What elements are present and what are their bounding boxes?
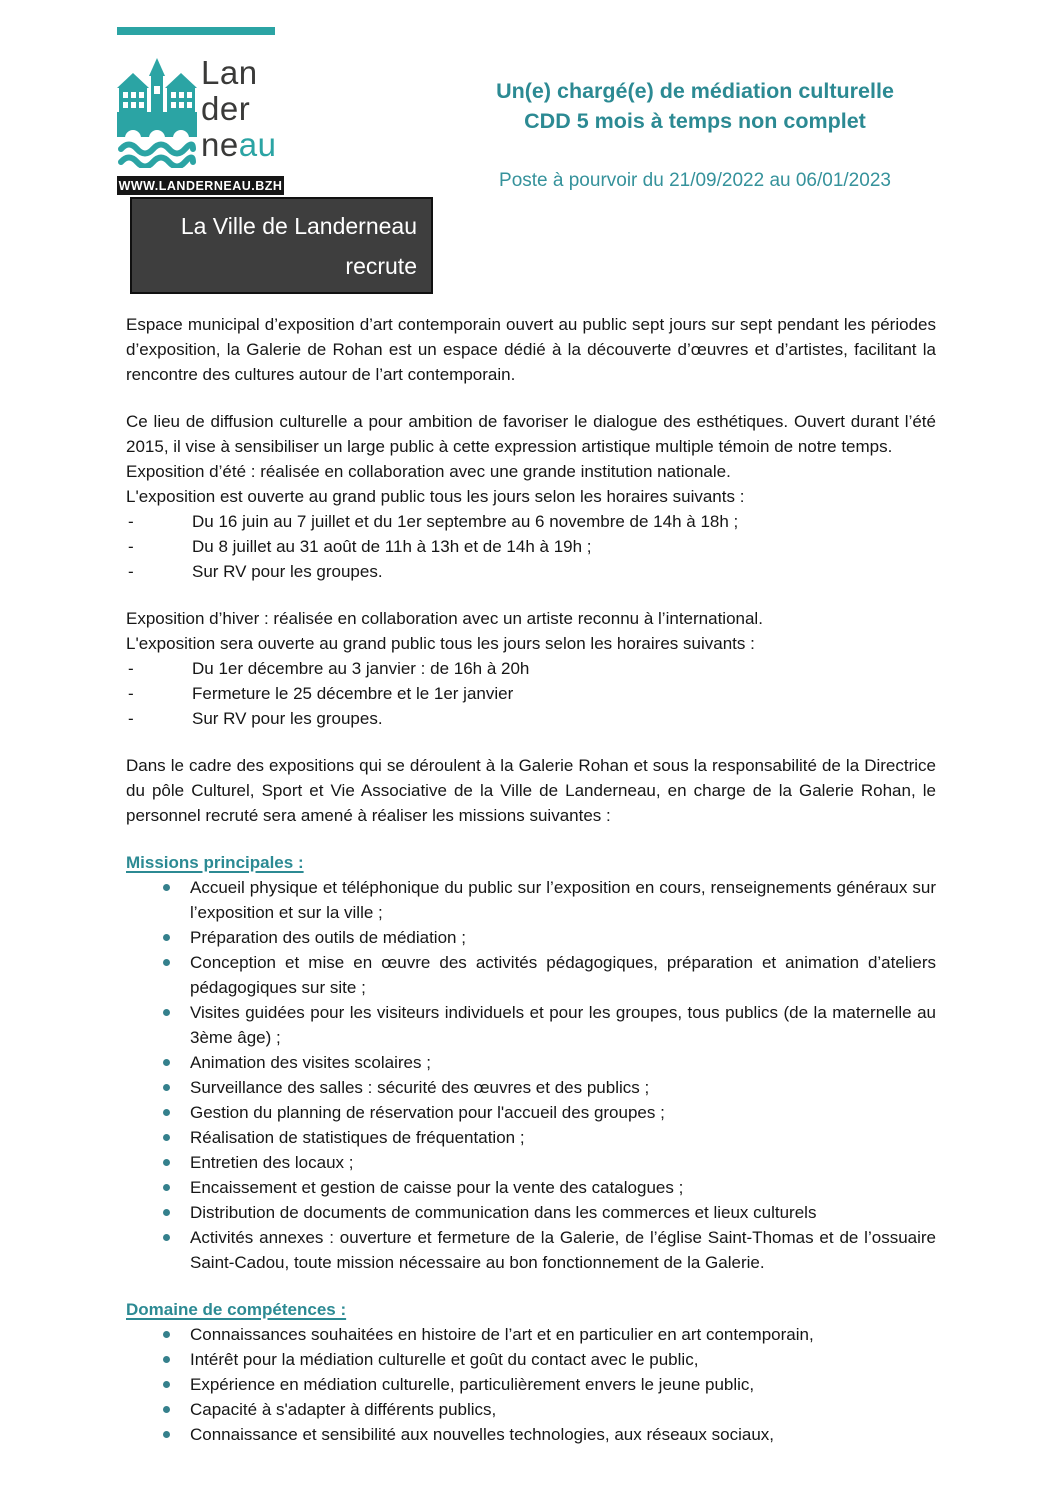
bullet-dot-icon xyxy=(163,1009,170,1016)
dash-marker: - xyxy=(128,562,134,581)
job-availability: Poste à pourvoir du 21/09/2022 au 06/01/2023 xyxy=(499,170,891,191)
mission-item-text: Gestion du planning de réservation pour l'accueil des groupes ; xyxy=(190,1103,665,1122)
brand-top-bar xyxy=(117,27,275,35)
bullet-dot-icon xyxy=(163,1331,170,1338)
intro-paragraph-1: Espace municipal d’exposition d’art contemporain ouvert au public sept jours sur sept pendant les périodes d’exposition, la Galerie de Rohan est un espace dédié à la découverte d’œuvres et d’artistes, facilitant la rencontre des cultures autour de l’art contemporain. xyxy=(126,315,936,384)
mission-item-text: Activités annexes : ouverture et fermeture de la Galerie, de l’église Saint-Thomas et de l’ossuaire Saint-Cadou, toute mission nécessaire au bon fonctionnement de la Galerie. xyxy=(190,1228,936,1272)
bullet-dot-icon xyxy=(163,1109,170,1116)
mission-item xyxy=(126,1125,936,1150)
bullet-dot-icon xyxy=(163,1134,170,1141)
mission-item xyxy=(126,1200,936,1225)
mission-item-text: Accueil physique et téléphonique du public sur l’exposition en cours, renseignements généraux sur l’exposition et sur la ville ; xyxy=(190,878,936,922)
mission-item xyxy=(126,1175,936,1200)
mission-item-text: Préparation des outils de médiation ; xyxy=(190,928,466,947)
mission-item-text: Entretien des locaux ; xyxy=(190,1153,354,1172)
document-body xyxy=(126,312,936,1447)
skills-heading: Domaine de compétences : xyxy=(126,1300,347,1319)
dash-marker: - xyxy=(128,659,134,678)
schedule-item-text: Du 8 juillet au 31 août de 11h à 13h et de 14h à 19h ; xyxy=(192,537,592,556)
schedule-item xyxy=(126,656,936,681)
mission-item xyxy=(126,1000,936,1050)
schedule-item xyxy=(126,534,936,559)
skill-item xyxy=(126,1397,936,1422)
job-title-block xyxy=(450,76,940,193)
job-title-line2: CDD 5 mois à temps non complet xyxy=(524,109,866,133)
winter-schedule-list xyxy=(126,656,936,731)
dash-marker: - xyxy=(128,512,134,531)
skill-item-text: Capacité à s'adapter à différents publics, xyxy=(190,1400,497,1419)
website-url: WWW.LANDERNEAU.BZH xyxy=(118,178,283,193)
website-banner xyxy=(117,176,284,195)
mission-item xyxy=(126,1225,936,1275)
mission-item xyxy=(126,1150,936,1175)
intro-paragraph-2: Ce lieu de diffusion culturelle a pour ambition de favoriser le dialogue des esthétiques. Ouvert durant l’été 2015, il vise à sensibiliser un large public à cette expression artistique multiple témoin de notre temps. xyxy=(126,412,936,456)
dash-marker: - xyxy=(128,537,134,556)
bullet-dot-icon xyxy=(163,1209,170,1216)
bullet-dot-icon xyxy=(163,1159,170,1166)
skill-item xyxy=(126,1422,936,1447)
mission-item xyxy=(126,1075,936,1100)
schedule-item-text: Sur RV pour les groupes. xyxy=(192,709,383,728)
skill-item xyxy=(126,1347,936,1372)
summer-schedule-intro: L'exposition est ouverte au grand public tous les jours selon les horaires suivants : xyxy=(126,487,745,506)
skill-item-text: Expérience en médiation culturelle, particulièrement envers le jeune public, xyxy=(190,1375,755,1394)
bullet-dot-icon xyxy=(163,934,170,941)
missions-list xyxy=(126,875,936,1275)
mission-item-text: Visites guidées pour les visiteurs individuels et pour les groupes, tous publics (de la maternelle au 3ème âge) ; xyxy=(190,1003,936,1047)
schedule-item xyxy=(126,559,936,584)
mission-item xyxy=(126,925,936,950)
mission-item-text: Distribution de documents de communication dans les commerces et lieux culturels xyxy=(190,1203,817,1222)
skill-item-text: Connaissance et sensibilité aux nouvelles technologies, aux réseaux sociaux, xyxy=(190,1425,775,1444)
job-title-line1: Un(e) chargé(e) de médiation culturelle xyxy=(496,79,894,103)
bullet-dot-icon xyxy=(163,1084,170,1091)
schedule-item xyxy=(126,509,936,534)
schedule-item-text: Du 16 juin au 7 juillet et du 1er septembre au 6 novembre de 14h à 18h ; xyxy=(192,512,739,531)
mission-item-text: Conception et mise en œuvre des activités pédagogiques, préparation et animation d’ateliers pédagogiques sur site ; xyxy=(190,953,936,997)
landerneau-wordmark xyxy=(201,55,276,163)
bullet-dot-icon xyxy=(163,1059,170,1066)
schedule-item-text: Du 1er décembre au 3 janvier : de 16h à 20h xyxy=(192,659,530,678)
bullet-dot-icon xyxy=(163,1406,170,1413)
bullet-dot-icon xyxy=(163,1381,170,1388)
summer-schedule-list xyxy=(126,509,936,584)
mission-item-text: Réalisation de statistiques de fréquentation ; xyxy=(190,1128,525,1147)
missions-heading: Missions principales : xyxy=(126,853,304,872)
mission-item-text: Surveillance des salles : sécurité des œuvres et des publics ; xyxy=(190,1078,650,1097)
recruit-banner xyxy=(130,197,433,294)
dash-marker: - xyxy=(128,709,134,728)
mission-item xyxy=(126,1050,936,1075)
bullet-dot-icon xyxy=(163,959,170,966)
mission-item-text: Encaissement et gestion de caisse pour la vente des catalogues ; xyxy=(190,1178,684,1197)
bullet-dot-icon xyxy=(163,1184,170,1191)
mission-item-text: Animation des visites scolaires ; xyxy=(190,1053,431,1072)
schedule-item-text: Sur RV pour les groupes. xyxy=(192,562,383,581)
schedule-item xyxy=(126,706,936,731)
recruit-banner-line1: La Ville de Landerneau xyxy=(180,213,417,239)
skill-item xyxy=(126,1372,936,1397)
schedule-item xyxy=(126,681,936,706)
mission-item xyxy=(126,875,936,925)
wordmark-line1: Lan xyxy=(201,54,258,91)
mission-item xyxy=(126,950,936,1000)
dash-marker: - xyxy=(128,684,134,703)
recruit-banner-line2: recrute xyxy=(345,253,417,279)
landerneau-logo-icon xyxy=(117,56,197,168)
skill-item xyxy=(126,1322,936,1347)
bullet-dot-icon xyxy=(163,1431,170,1438)
winter-exhibition-intro: Exposition d’hiver : réalisée en collaboration avec un artiste reconnu à l’international. xyxy=(126,609,763,628)
skill-item-text: Connaissances souhaitées en histoire de l’art et en particulier en art contemporain, xyxy=(190,1325,814,1344)
bullet-dot-icon xyxy=(163,884,170,891)
bullet-dot-icon xyxy=(163,1356,170,1363)
skill-item-text: Intérêt pour la médiation culturelle et goût du contact avec le public, xyxy=(190,1350,699,1369)
winter-schedule-intro: L'exposition sera ouverte au grand public tous les jours selon les horaires suivants : xyxy=(126,634,755,653)
wordmark-line3: neau xyxy=(201,126,277,163)
wordmark-accent: au xyxy=(238,126,277,163)
context-paragraph: Dans le cadre des expositions qui se déroulent à la Galerie Rohan et sous la responsabilité de la Directrice du pôle Culturel, Sport et Vie Associative de la Ville de Landerneau, en charge de la Galerie Rohan, le personnel recruté sera amené à réaliser les missions suivantes : xyxy=(126,756,936,825)
wordmark-line2: der xyxy=(201,90,251,127)
summer-exhibition-intro: Exposition d’été : réalisée en collaboration avec une grande institution nationale. xyxy=(126,462,731,481)
bullet-dot-icon xyxy=(163,1234,170,1241)
mission-item xyxy=(126,1100,936,1125)
skills-list xyxy=(126,1322,936,1447)
schedule-item-text: Fermeture le 25 décembre et le 1er janvier xyxy=(192,684,514,703)
